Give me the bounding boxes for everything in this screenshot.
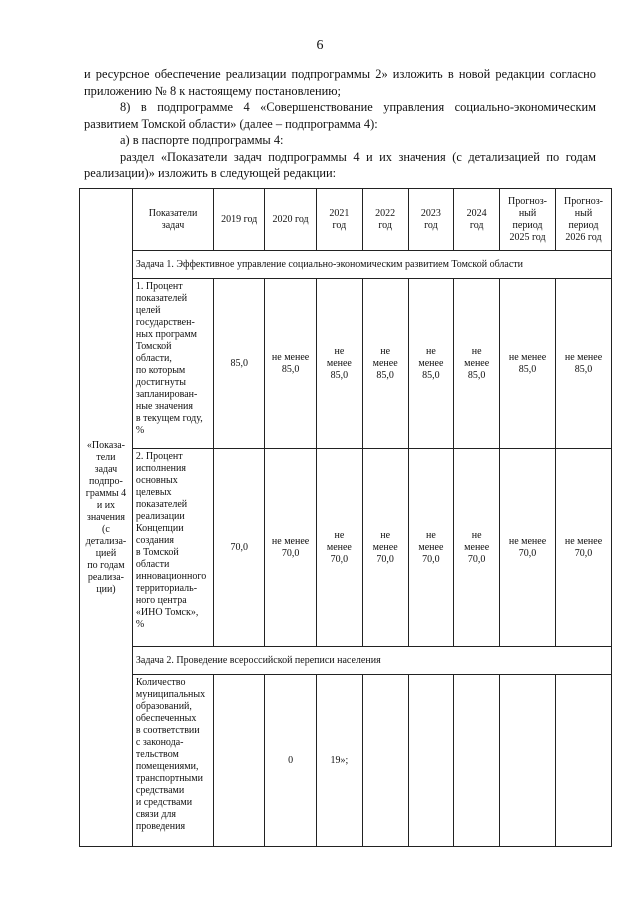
indicator-value: не менее 85,0 xyxy=(362,279,408,449)
table-row xyxy=(80,279,612,449)
indicator-value xyxy=(408,675,454,847)
column-header: Прогноз- ный период 2026 год xyxy=(556,189,612,251)
indicator-name: 1. Процент показателей целей государствен- ных программ Томской области, по которым достигнуты запланирован- ные значения в текущем году, % xyxy=(132,279,213,449)
table-row xyxy=(80,675,612,847)
indicators-table xyxy=(79,188,612,847)
indicator-value: 0 xyxy=(265,675,317,847)
indicator-value: 19»; xyxy=(317,675,363,847)
indicator-value xyxy=(500,675,556,847)
row-label: «Показа- тели задач подпро- граммы 4 и их значения (с детализа- цией по годам реализа- ции) xyxy=(80,189,133,847)
intro-paragraph-4: раздел «Показатели задач подпрограммы 4 и их значения (с детализацией по годам реализации)» изложить в следующей редакции: xyxy=(84,149,596,180)
indicator-value: не менее 70,0 xyxy=(317,449,363,647)
indicator-value: не менее 85,0 xyxy=(556,279,612,449)
task-1-title: Задача 1. Эффективное управление социально-экономическим развитием Томской области xyxy=(132,251,611,279)
indicator-value: не менее 85,0 xyxy=(265,279,317,449)
indicator-value xyxy=(362,675,408,847)
indicator-value: не менее 85,0 xyxy=(408,279,454,449)
column-header: 2023 год xyxy=(408,189,454,251)
column-header: 2020 год xyxy=(265,189,317,251)
intro-text xyxy=(84,66,596,182)
column-header: Показатели задач xyxy=(132,189,213,251)
indicator-name: Количество муниципальных образований, обеспеченных в соответствии с законода- тельством помещениями, транспортными средствами и средствами связи для проведения xyxy=(132,675,213,847)
indicator-value xyxy=(556,675,612,847)
indicator-value: не менее 85,0 xyxy=(317,279,363,449)
indicator-value: не менее 85,0 xyxy=(454,279,500,449)
column-header: 2024 год xyxy=(454,189,500,251)
column-header: 2019 год xyxy=(214,189,265,251)
indicator-value xyxy=(214,675,265,847)
task-2-title: Задача 2. Проведение всероссийской переписи населения xyxy=(132,647,611,675)
intro-paragraph-3: а) в паспорте подпрограммы 4: xyxy=(120,133,284,147)
indicator-value: не менее 70,0 xyxy=(556,449,612,647)
intro-paragraph-1: и ресурсное обеспечение реализации подпрограммы 2» изложить в новой редакции согласно приложению № 8 к настоящему постановлению; xyxy=(84,67,596,98)
indicator-value: 70,0 xyxy=(214,449,265,647)
indicator-value: не менее 85,0 xyxy=(500,279,556,449)
column-header: 2022 год xyxy=(362,189,408,251)
intro-paragraph-2: 8) в подпрограмме 4 «Совершенствование управления социально-экономическим развитием Томской области» (далее – подпрограмма 4): xyxy=(84,100,596,131)
indicator-value xyxy=(454,675,500,847)
page-number: 6 xyxy=(316,38,324,53)
column-header: 2021 год xyxy=(317,189,363,251)
indicator-value: не менее 70,0 xyxy=(265,449,317,647)
indicator-value: не менее 70,0 xyxy=(408,449,454,647)
indicator-name: 2. Процент исполнения основных целевых показателей реализации Концепции создания в Томской области инновационного территориаль- ного центра «ИНО Томск», % xyxy=(132,449,213,647)
indicator-value: не менее 70,0 xyxy=(454,449,500,647)
table-row xyxy=(80,449,612,647)
indicator-value: не менее 70,0 xyxy=(500,449,556,647)
indicator-value: не менее 70,0 xyxy=(362,449,408,647)
indicator-value: 85,0 xyxy=(214,279,265,449)
column-header: Прогноз- ный период 2025 год xyxy=(500,189,556,251)
